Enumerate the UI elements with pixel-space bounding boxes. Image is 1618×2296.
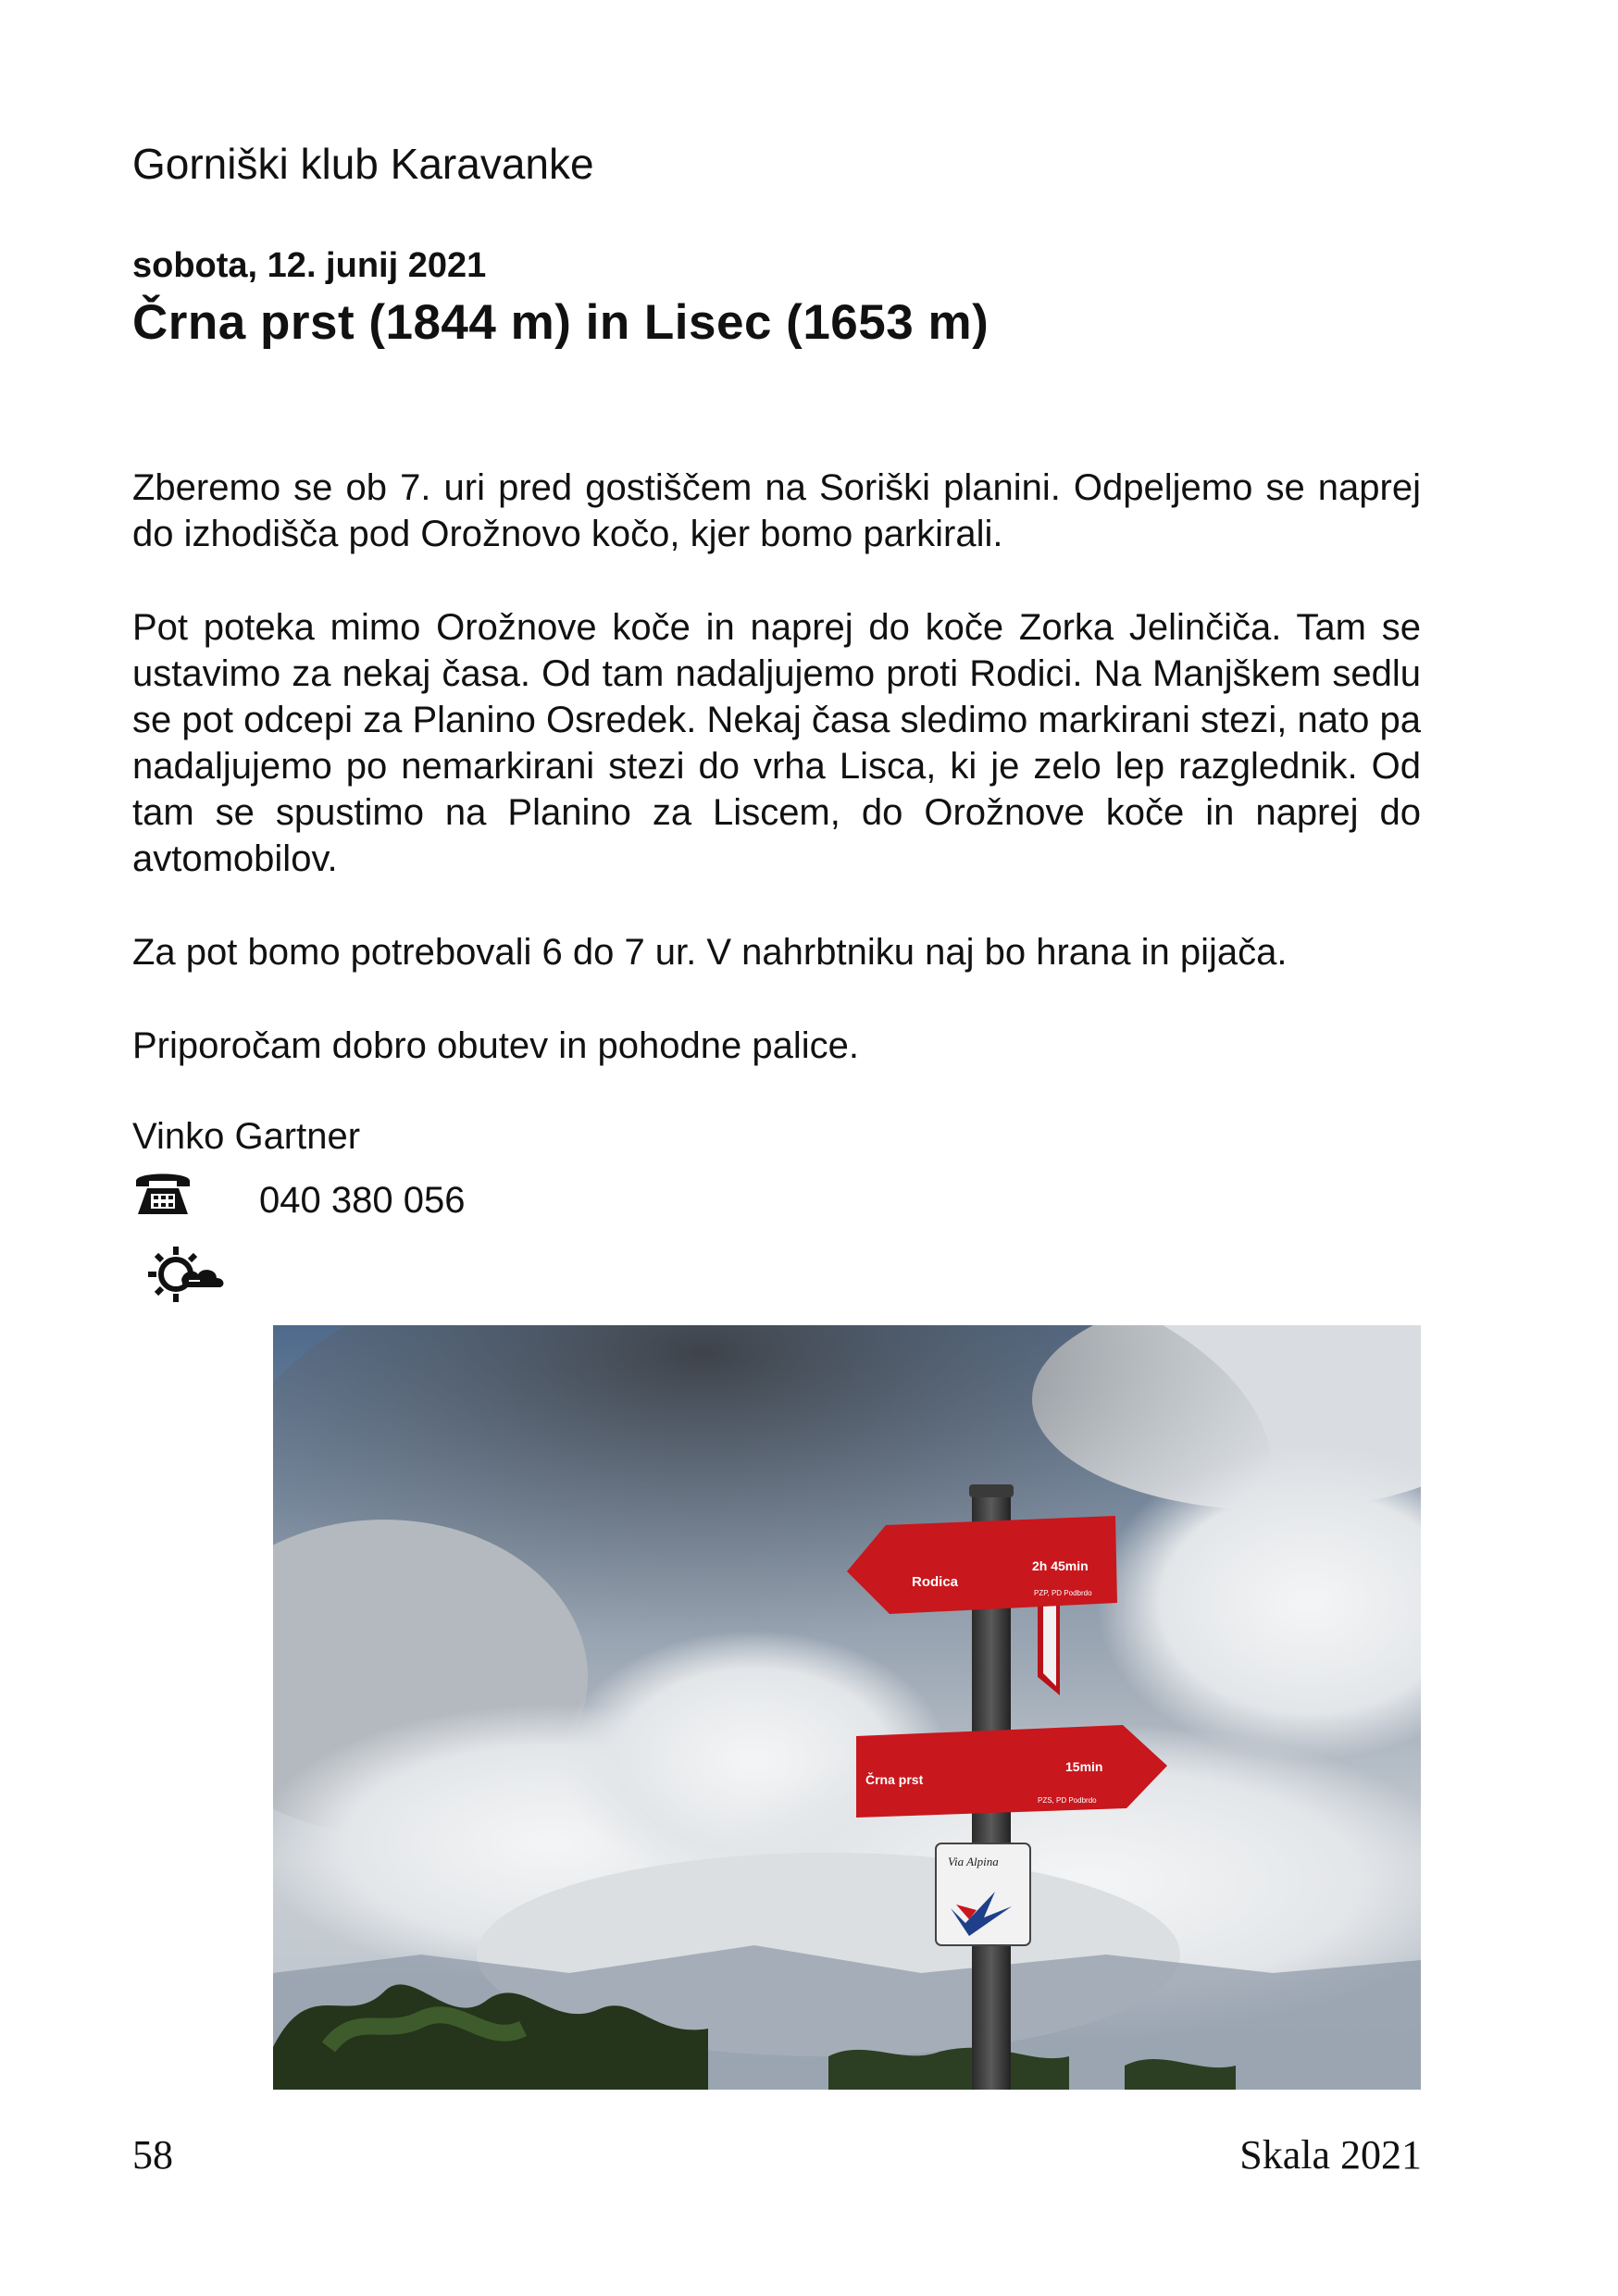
- club-name: Gorniški klub Karavanke: [132, 140, 594, 188]
- paragraph-duration: Za pot bomo potrebovali 6 do 7 ur. V nahrbtniku naj bo hrana in pijača.: [132, 932, 1288, 973]
- paragraph-route: Pot poteka mimo Orožnove koče in naprej do koče Zorka Jelinčiča. Tam se ustavimo za nekaj časa. Od tam nadaljujemo proti Rodici. Na Manjškem sedlu se pot odcepi za Planino Osredek. Nekaj časa sledimo markirani stezi, nato pa nadaljujemo po nemarkirani stezi do vrha Lisca, ki je zelo lep razglednik. Od tam se spustimo na Planino za Liscem, do Orožnove koče in naprej do avtomobilov.: [132, 607, 1421, 879]
- phone-number[interactable]: 040 380 056: [259, 1180, 466, 1221]
- via-alpina-plaque: [936, 1843, 1030, 1945]
- leader-name: Vinko Gartner: [132, 1116, 361, 1157]
- telephone-icon: [132, 1168, 193, 1220]
- page-number: 58: [132, 2132, 173, 2178]
- sign-crna-prst: [856, 1725, 1167, 1818]
- weather-icon: [148, 1243, 227, 1304]
- svg-text:Via Alpina: Via Alpina: [948, 1855, 999, 1868]
- svg-text:PZP, PD Podbrdo: PZP, PD Podbrdo: [1034, 1589, 1092, 1597]
- event-date: sobota, 12. junij 2021: [132, 246, 487, 285]
- paragraph-meeting: Zberemo se ob 7. uri pred gostiščem na Soriški planini. Odpeljemo se naprej do izhodišča pod Orožnovo kočo, kjer bomo parkirali.: [132, 467, 1421, 554]
- svg-text:2h 45min: 2h 45min: [1032, 1558, 1089, 1573]
- svg-text:Črna prst: Črna prst: [865, 1772, 924, 1787]
- publication-name: Skala 2021: [1239, 2132, 1422, 2178]
- event-title: Črna prst (1844 m) in Lisec (1653 m): [132, 295, 989, 350]
- paragraph-equipment: Priporočam dobro obutev in pohodne palice.: [132, 1025, 859, 1066]
- trail-sign-photo: [273, 1325, 1421, 2090]
- svg-text:15min: 15min: [1065, 1759, 1103, 1774]
- sign-rodica: [847, 1516, 1117, 1614]
- svg-text:PZS, PD Podbrdo: PZS, PD Podbrdo: [1038, 1796, 1097, 1805]
- svg-text:Rodica: Rodica: [912, 1574, 959, 1590]
